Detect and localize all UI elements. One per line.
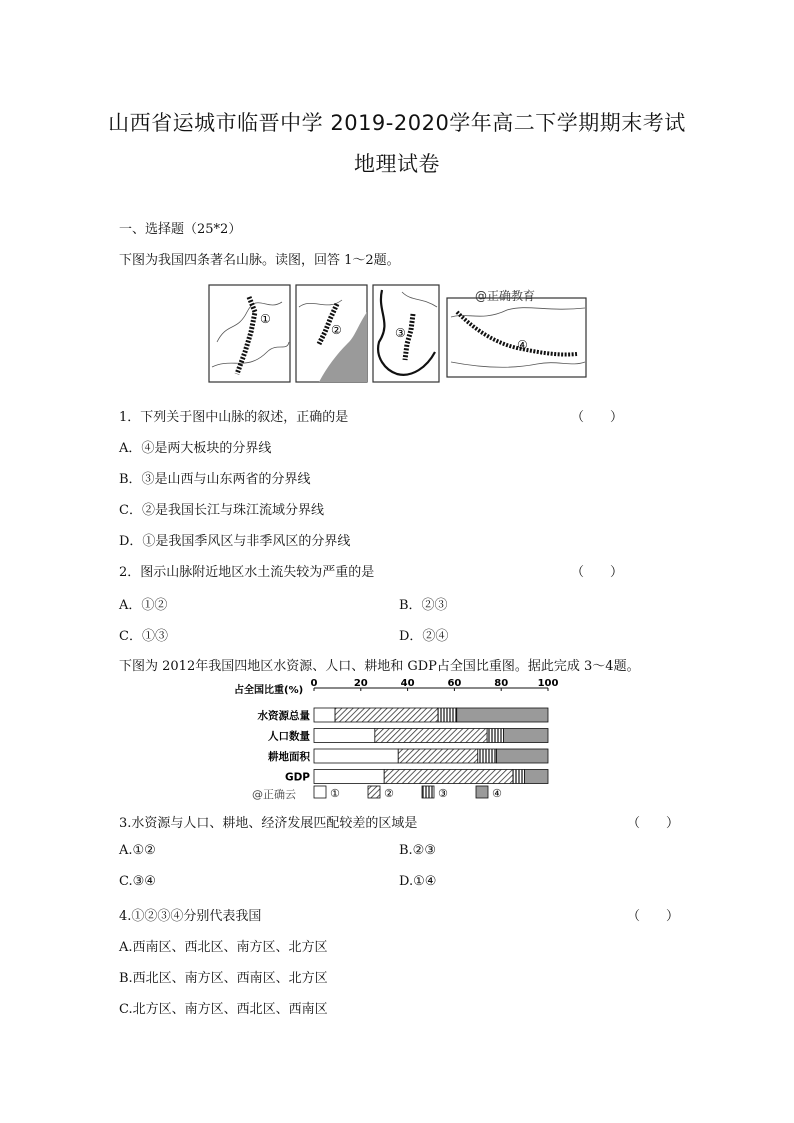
q3-option-c: C.③④ (119, 874, 156, 889)
bar-segment-series-1 (314, 749, 398, 763)
q1-option-b: B．③是山西与山东两省的分界线 (119, 472, 311, 487)
q2-option-b: B．②③ (399, 598, 448, 613)
x-tick-label: 20 (353, 678, 368, 689)
q3-option-d: D.①④ (399, 874, 437, 889)
chart-watermark: @正确云 (252, 788, 296, 801)
intro-maps: 下图为我国四条著名山脉。读图，回答 1～2题。 (119, 253, 400, 268)
bar-segment-series-2 (398, 749, 478, 763)
map-watermark: @正确教育 (475, 289, 536, 303)
q1-stem: 1．下列关于图中山脉的叙述，正确的是 (119, 410, 349, 425)
bar-segment-series-1 (314, 708, 335, 722)
bar-segment-series-2 (384, 770, 513, 784)
bar-segment-series-3 (478, 749, 497, 763)
category-label: 耕地面积 (268, 751, 310, 763)
document-title: 山西省运城市临晋中学 2019-2020学年高二下学期期末考试 (108, 111, 686, 135)
q1-option-d: D．①是我国季风区与非季风区的分界线 (119, 534, 351, 549)
q3-option-b: B.②③ (399, 843, 436, 858)
x-tick-label: 100 (537, 678, 559, 689)
map-label-3: ③ (395, 326, 406, 340)
q1-answer-paren: （ ） (571, 410, 624, 425)
q2-stem: 2．图示山脉附近地区水土流失较为严重的是 (119, 565, 375, 580)
legend-swatch-3 (422, 786, 434, 798)
q2-answer-paren: （ ） (571, 565, 624, 580)
q4-stem: 4.①②③④分别代表我国 (119, 909, 262, 924)
bar-segment-series-4 (457, 708, 548, 722)
map-label-2: ② (331, 323, 342, 337)
category-label: GDP (284, 771, 310, 784)
legend-swatch-2 (368, 786, 380, 798)
bar-segment-series-4 (504, 729, 548, 743)
q2-option-a: A．①② (119, 598, 168, 613)
legend-label-4: ④ (492, 787, 502, 800)
q2-option-c: C．①③ (119, 629, 168, 644)
q4-option-c: C.北方区、南方区、西北区、西南区 (119, 1002, 328, 1017)
mountain-maps-figure (207, 282, 589, 384)
q4-answer-paren: （ ） (627, 909, 680, 924)
x-tick-label: 40 (400, 678, 415, 689)
legend-swatch-4 (476, 786, 488, 798)
intro-chart: 下图为 2012年我国四地区水资源、人口、耕地和 GDP占全国比重图。据此完成 3～4题。 (119, 659, 640, 674)
legend-label-3: ③ (438, 787, 448, 800)
x-tick-label: 80 (494, 678, 509, 689)
q3-stem: 3.水资源与人口、耕地、经济发展匹配较差的区域是 (119, 816, 418, 831)
x-tick-label: 60 (447, 678, 462, 689)
x-tick-label: 0 (310, 678, 318, 689)
bar-segment-series-1 (314, 770, 384, 784)
legend-label-1: ① (330, 787, 340, 800)
q1-option-c: C．②是我国长江与珠江流域分界线 (119, 503, 324, 518)
legend-label-2: ② (384, 787, 394, 800)
category-label: 水资源总量 (257, 710, 310, 722)
stacked-bar-chart (230, 678, 570, 804)
bar-segment-series-4 (525, 770, 548, 784)
legend-swatch-1 (314, 786, 326, 798)
map-panel-3 (373, 285, 439, 382)
q3-option-a: A.①② (119, 843, 156, 858)
bar-segment-series-4 (497, 749, 548, 763)
bar-segment-series-2 (335, 708, 438, 722)
section-heading: 一、选择题（25*2） (119, 222, 242, 237)
q1-option-a: A．④是两大板块的分界线 (119, 441, 272, 456)
map-label-1: ① (260, 312, 271, 326)
q4-option-a: A.西南区、西北区、南方区、北方区 (119, 940, 328, 955)
bar-segment-series-3 (487, 729, 503, 743)
q3-answer-paren: （ ） (627, 816, 680, 831)
bar-segment-series-2 (375, 729, 487, 743)
document-subtitle: 地理试卷 (354, 152, 440, 176)
category-label: 人口数量 (268, 730, 310, 743)
map-panel-1 (209, 285, 290, 382)
q2-option-d: D．②④ (399, 629, 449, 644)
bar-segment-series-3 (513, 770, 525, 784)
q4-option-b: B.西北区、南方区、西南区、北方区 (119, 971, 328, 986)
map-label-4: ④ (517, 338, 528, 352)
bar-segment-series-1 (314, 729, 375, 743)
bar-segment-series-3 (438, 708, 457, 722)
x-axis-label: 占全国比重(%) (234, 685, 304, 696)
